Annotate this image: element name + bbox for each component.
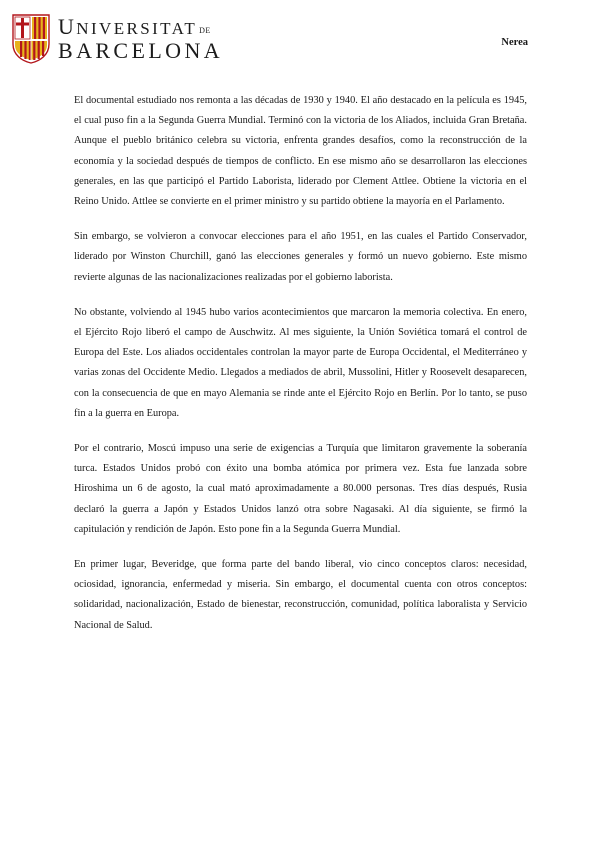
paragraph-5: En primer lugar, Beveridge, que forma parte del bando liberal, vio cinco conceptos claros: necesidad, ociosidad, ignorancia, enfermedad y miseria. Sin embargo, el documental cuenta con otros conceptos: solidaridad, nacionalización, Estado de bienestar, reconstrucción, comunidad, política laboralista y Servicio Nacional de Salud. (74, 559, 527, 631)
paragraph-1: El documental estudiado nos remonta a las décadas de 1930 y 1940. El año destacado en la película es 1945, el cual puso fin a la Segunda Guerra Mundial. Terminó con la victoria de los Aliados, incluida Gran Bretaña. Aunque el pueblo británico celebra su victoria, enfrenta grandes desafíos, como la reconstrucción de la economía y la sociedad después de tiempos de conflicto. En ese mismo año se desarrollaron las elecciones generales, en las que participó el Partido Laborista, liderado por Clement Attlee. Obtiene la victoria en el Reino Unido. Attlee se convierte en el primer ministro y su partido obtiene la mayoría en el Parlamento. (74, 95, 527, 208)
university-shield-icon (12, 14, 50, 64)
paragraph-2: Sin embargo, se volvieron a convocar elecciones para el año 1951, en las cuales el Partido Conservador, liderado por Winston Churchill, ganó las elecciones generales y formó un nuevo gobierno. Este mismo revierte algunas de las nacionalizaciones realizadas por el gobierno laborista. (74, 231, 527, 283)
document-body (74, 91, 527, 651)
logo-wordmark-barcelona: BARCELONA (58, 38, 224, 63)
page-header (0, 0, 600, 80)
logo-de: DE (199, 26, 211, 35)
logo-line1: UNIVERSITAT (58, 14, 198, 39)
paragraph-3: No obstante, volviendo al 1945 hubo varios acontecimientos que marcaron la memoria colectiva. En enero, el Ejército Rojo liberó el campo de Auschwitz. Al mes siguiente, la Unión Soviética tomará el control de Europa del Este. Los aliados occidentales controlan la mayor parte de Europa Occidental, el Mediterráneo y varias zonas del Occidente Medio. Llegados a mediados de abril, Mussolini, Hitler y Roosevelt desaparecen, con la consecuencia de que en mayo Alemania se rinde ante el Ejército Rojo en Berlín. Por lo tanto, se puso fin a la guerra en Europa. (74, 306, 527, 419)
author-name: Nerea (501, 37, 528, 48)
paragraph-4: Por el contrario, Moscú impuso una serie de exigencias a Turquía que limitaron gravemente la soberanía turca. Estados Unidos probó con éxito una bomba atómica por primera vez. Esta fue lanzada sobre Hiroshima un 6 de agosto, la cual mató aproximadamente a 80.000 personas. Tres días después, Rusia declaró la guerra a Japón y Estados Unidos lanzó otra sobre Nagasaki. Al día siguiente, se firmó la capitulación y rendición de Japón. Esto pone fin a la Segunda Guerra Mundial. (74, 443, 527, 535)
